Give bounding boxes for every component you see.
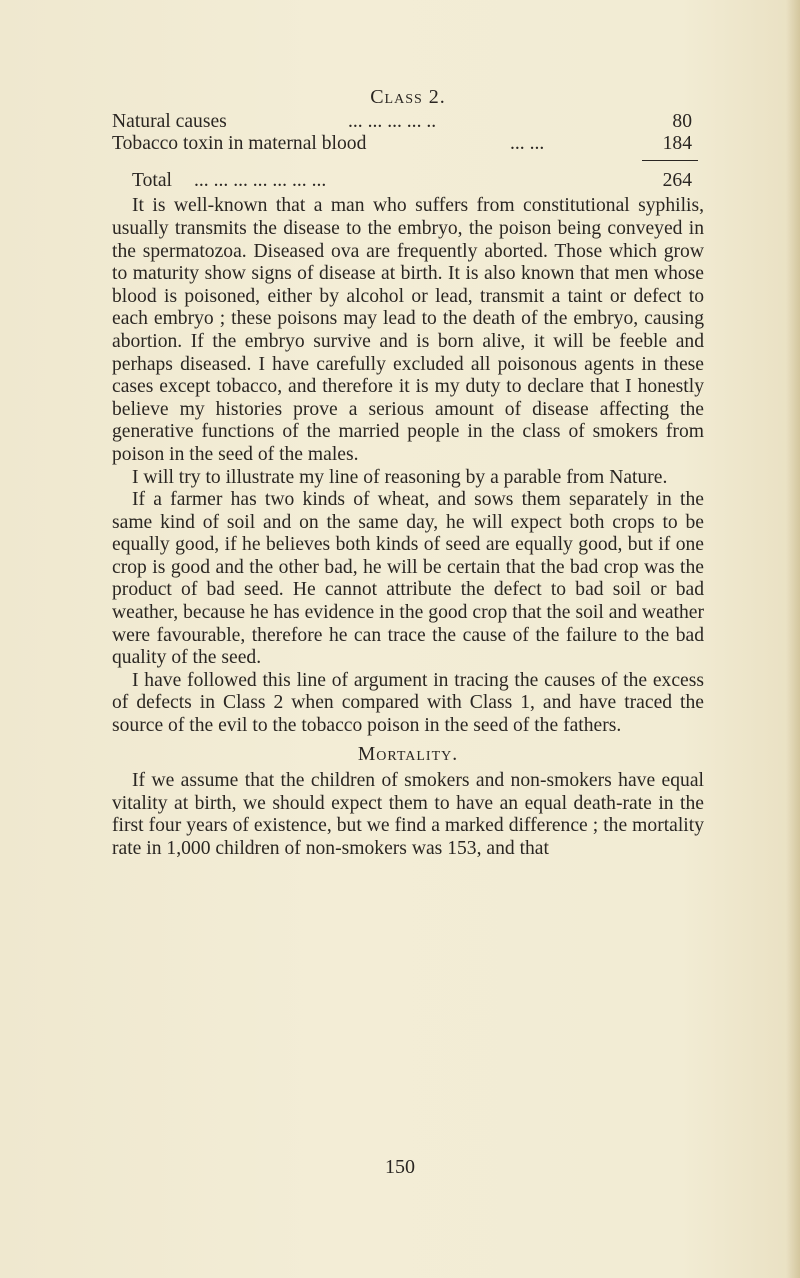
total-leader: ... ... ... ... ... ... ... [194, 169, 327, 191]
total-value: 264 [662, 169, 692, 191]
page-number: 150 [385, 1156, 415, 1178]
page-content [112, 86, 704, 861]
sum-rule-row [112, 156, 704, 170]
row-value: 184 [662, 133, 692, 155]
paragraph: It is well-known that a man who suffers from constitutional syphilis, usually transmits the disease to the embryo, the poison being conveyed in the spermatozoa. Diseased ova are frequently aborted. Those which grow to maturity show signs of disease at birth. It is also known that men whose blood is poisoned, either by alcohol or lead, transmit a taint or defect to each embryo ; these poisons may lead to the death of the embryo, causing abortion. If the embryo survive and is born alive, it will be feeble and perhaps diseased. I have carefully excluded all poisonous agents in these cases except tobacco, and therefore it is my duty to declare that I honestly believe my histories prove a serious amount of disease affecting the generative functions of the married people in the class of smokers from poison in the seed of the males. [112, 195, 704, 465]
row-label: Tobacco toxin in maternal blood [112, 133, 367, 155]
sum-rule [642, 160, 698, 161]
row-label: Natural causes [112, 110, 227, 132]
paragraph: I have followed this line of argument in tracing the causes of the excess of defects in Class 2 when compared with Class 1, and have traced the source of the evil to the tobacco poison in the seed of the fathers. [112, 669, 704, 737]
row-value: 80 [672, 110, 692, 132]
paragraph: I will try to illustrate my line of reasoning by a parable from Nature. [132, 466, 668, 488]
paragraph: If we assume that the children of smokers and non-smokers have equal vitality at birth, we should expect them to have an equal death-rate in the first four years of existence, but we find a marked difference ; the mortality rate in 1,000 children of non-smokers was 153, and that [112, 770, 704, 859]
page-edge [786, 0, 800, 1278]
table-row [112, 133, 704, 156]
class-heading: Class 2. [370, 86, 446, 108]
row-leader: ... ... ... ... .. [348, 110, 437, 132]
table-row [112, 111, 704, 134]
total-label: Total [132, 169, 172, 191]
total-row [112, 170, 704, 193]
row-leader: ... ... [510, 133, 545, 155]
section-heading: Mortality. [357, 743, 459, 765]
paragraph: If a farmer has two kinds of wheat, and sows them separately in the same kind of soil and on the same day, he will expect both crops to be equally good, if he believes both kinds of seed are equally good, but if one crop is good and the other bad, he will be certain that the bad crop was the product of bad seed. He cannot attribute the defect to bad soil or bad weather, because he has evidence in the good crop that the soil and weather were favourable, therefore he can trace the cause of the failure to the bad quality of the seed. [112, 489, 704, 669]
